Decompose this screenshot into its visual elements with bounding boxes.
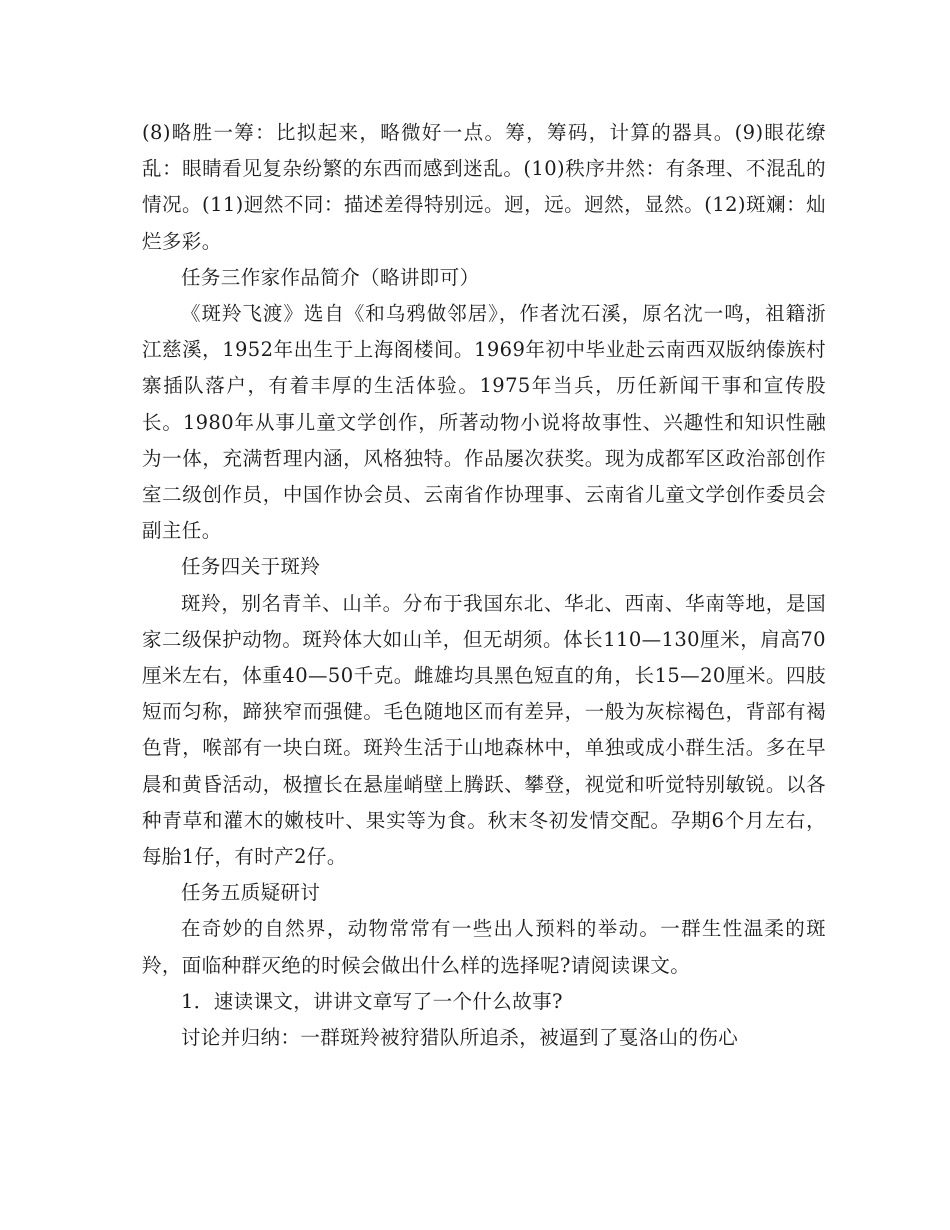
heading-task-five: 任务五质疑研讨	[181, 881, 321, 905]
paragraph-word-notes: (8)略胜一筹：比拟起来，略微好一点。筹，筹码，计算的器具。(9)眼花缭乱：眼睛看见复杂纷繁的东西而感到迷乱。(10)秩序井然：有条理、不混乱的情况。(11)迥然不同：描述差得特别远。迥，远。迥然，显然。(12)斑斓：灿烂多彩。	[142, 121, 826, 253]
paragraph-about-goral: 斑羚，别名青羊、山羊。分布于我国东北、华北、西南、华南等地，是国家二级保护动物。斑羚体大如山羊，但无胡须。体长110—130厘米，肩高70厘米左右，体重40—50千克。雌雄均具黑色短直的角，长15—20厘米。四肢短而匀称，蹄狭窄而强健。毛色随地区而有差异，一般为灰棕褐色，背部有褐色背，喉部有一块白斑。斑羚生活于山地森林中，单独或成小群生活。多在早晨和黄昏活动，极擅长在悬崖峭壁上腾跃、攀登，视觉和听觉特别敏锐。以各种青草和灌木的嫩枝叶、果实等为食。秋末冬初发情交配。孕期6个月左右，每胎1仔，有时产2仔。	[142, 591, 826, 869]
paragraph-question-one: 1．速读课文，讲讲文章写了一个什么故事?	[181, 989, 563, 1013]
heading-task-four: 任务四关于斑羚	[181, 555, 321, 579]
paragraph-discussion-intro: 在奇妙的自然界，动物常常有一些出人预料的举动。一群生性温柔的斑羚，面临种群灭绝的时候会做出什么样的选择呢?请阅读课文。	[142, 917, 826, 977]
paragraph-author-intro: 《斑羚飞渡》选自《和乌鸦做邻居》，作者沈石溪，原名沈一鸣，祖籍浙江慈溪，1952年出生于上海阁楼间。1969年初中毕业赴云南西双版纳傣族村寨插队落户，有着丰厚的生活体验。1975年当兵，历任新闻干事和宣传股长。1980年从事儿童文学创作，所著动物小说将故事性、兴趣性和知识性融为一体，充满哲理内涵，风格独特。作品屡次获奖。现为成都军区政治部创作室二级创作员，中国作协会员、云南省作协理事、云南省儿童文学创作委员会副主任。	[142, 302, 826, 543]
document-page	[142, 115, 826, 1056]
heading-task-three: 任务三作家作品简介（略讲即可）	[181, 265, 480, 289]
paragraph-summary: 讨论并归纳：一群斑羚被狩猎队所追杀，被逼到了戛洛山的伤心	[181, 1026, 739, 1050]
